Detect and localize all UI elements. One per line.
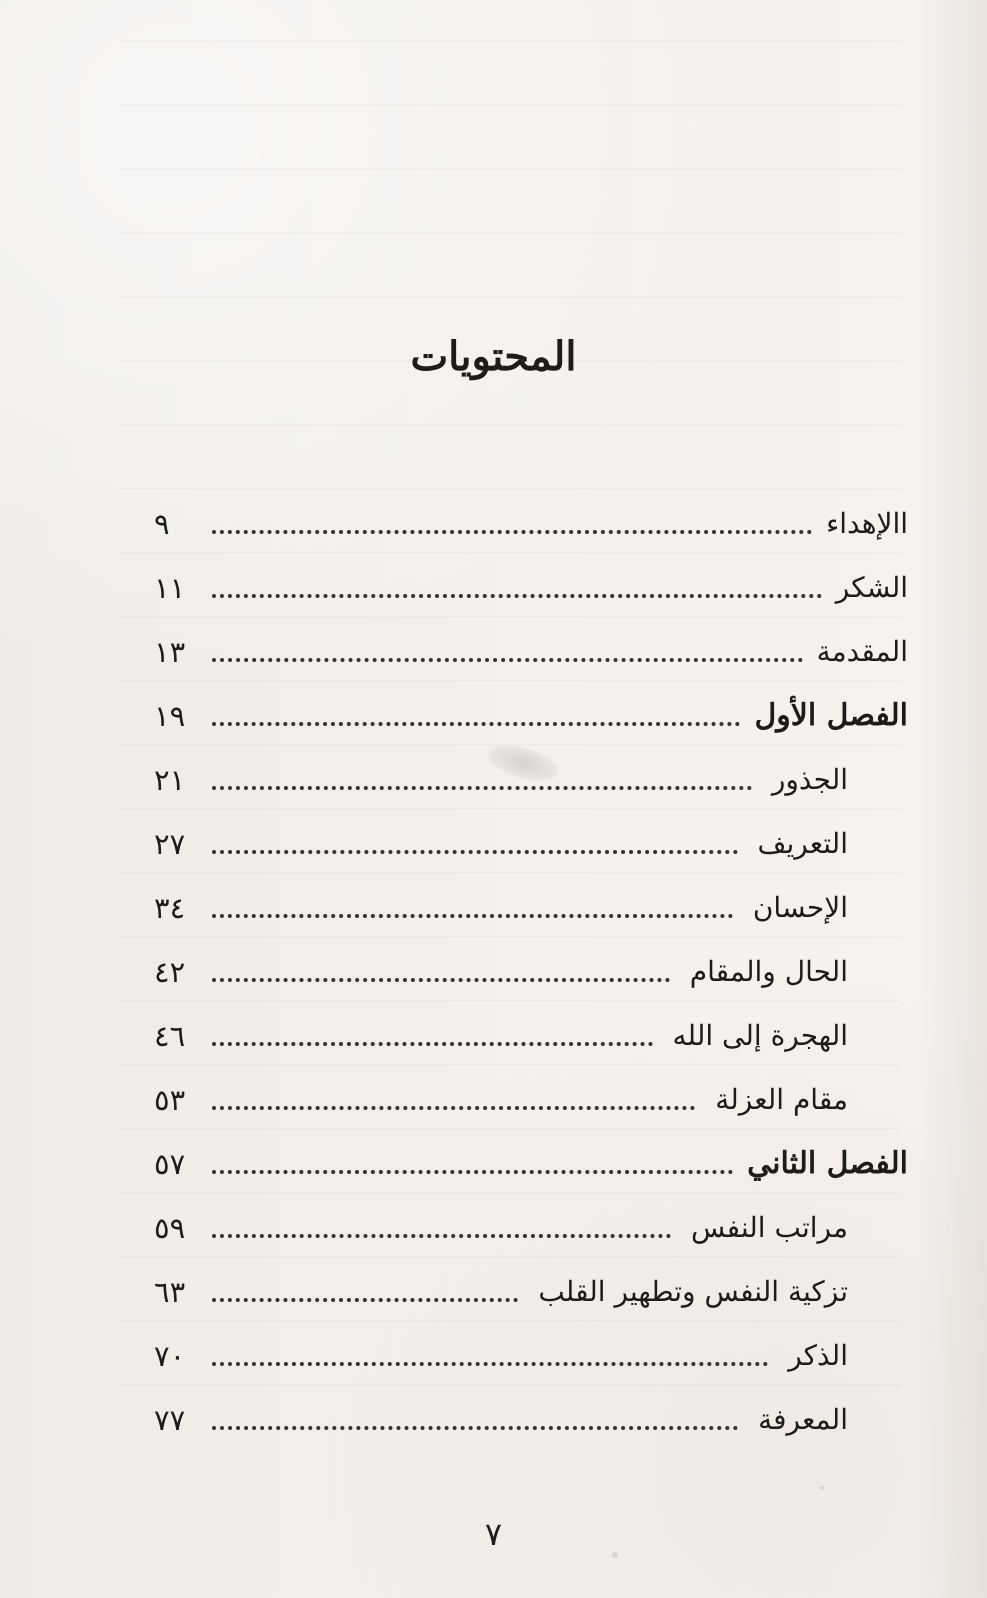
toc-entry-title: الفصل الثاني (747, 1146, 908, 1181)
page-number: ٧ (484, 1515, 503, 1553)
toc-page-number: ٤٦ (154, 1018, 186, 1053)
toc-row-introduction (154, 620, 908, 684)
toc-entry-title: المقدمة (816, 635, 908, 668)
dot-leader (212, 1298, 518, 1302)
table-of-contents (154, 492, 908, 1452)
toc-page-number: ٢١ (154, 762, 186, 797)
dot-leader (212, 1106, 695, 1110)
toc-entry-title: الشكر (835, 571, 908, 604)
toc-page-number: ٤٢ (154, 954, 186, 989)
toc-page-number: ٢٧ (154, 826, 186, 861)
dot-leader (212, 850, 738, 854)
page-edge-shadow (917, 0, 987, 1598)
toc-entry-title: الجذور (771, 763, 848, 796)
dot-leader (212, 1042, 653, 1046)
dot-leader (212, 914, 733, 918)
toc-row-levels-of-self (154, 1196, 908, 1260)
toc-row-station-of-seclusion (154, 1068, 908, 1132)
dot-leader (212, 658, 803, 662)
toc-page-number: ٥٣ (154, 1082, 186, 1117)
toc-page-number: ٩ (154, 506, 170, 541)
toc-entry-title: الفصل الأول (754, 698, 908, 733)
dot-leader (212, 1426, 738, 1430)
toc-page-number: ٥٩ (154, 1210, 186, 1245)
toc-row-chapter-two (154, 1132, 908, 1196)
toc-entry-title: الإحسان (752, 891, 848, 924)
toc-row-chapter-one (154, 684, 908, 748)
toc-row-definition (154, 812, 908, 876)
dot-leader (212, 1234, 671, 1238)
toc-row-knowledge (154, 1388, 908, 1452)
toc-page-number: ١٣ (154, 634, 186, 669)
toc-row-purification (154, 1260, 908, 1324)
toc-page-number: ١١ (154, 570, 186, 605)
toc-row-state-and-station (154, 940, 908, 1004)
dot-leader (212, 1362, 768, 1366)
dot-leader (212, 1170, 733, 1174)
paper-speck (820, 1486, 824, 1490)
toc-row-dedication (154, 492, 908, 556)
dot-leader (212, 530, 812, 534)
toc-entry-title: التعريف (757, 827, 848, 860)
dot-leader (212, 978, 670, 982)
toc-row-ihsan (154, 876, 908, 940)
toc-page-number: ٦٣ (154, 1274, 186, 1309)
toc-page-number: ٥٧ (154, 1146, 186, 1181)
toc-page-number: ١٩ (154, 698, 186, 733)
toc-entry-title: تزكية النفس وتطهير القلب (538, 1275, 848, 1308)
dot-leader (212, 594, 822, 598)
toc-row-remembrance (154, 1324, 908, 1388)
toc-entry-title: الهجرة إلى الله (672, 1019, 848, 1052)
toc-entry-title: الحال والمقام (689, 955, 848, 988)
toc-row-acknowledgment (154, 556, 908, 620)
toc-row-roots (154, 748, 908, 812)
toc-page-number: ٣٤ (154, 890, 186, 925)
toc-entry-title: االإهداء (826, 507, 908, 540)
toc-entry-title: مراتب النفس (690, 1211, 848, 1244)
toc-entry-title: مقام العزلة (715, 1083, 848, 1116)
toc-page-number: ٧٧ (154, 1402, 186, 1437)
dot-leader (212, 786, 752, 790)
toc-row-migration-to-god (154, 1004, 908, 1068)
toc-entry-title: الذكر (788, 1339, 848, 1372)
page-title: المحتويات (410, 333, 577, 380)
dot-leader (212, 722, 740, 726)
toc-entry-title: المعرفة (758, 1403, 848, 1436)
toc-page-number: ٧٠ (154, 1338, 186, 1373)
